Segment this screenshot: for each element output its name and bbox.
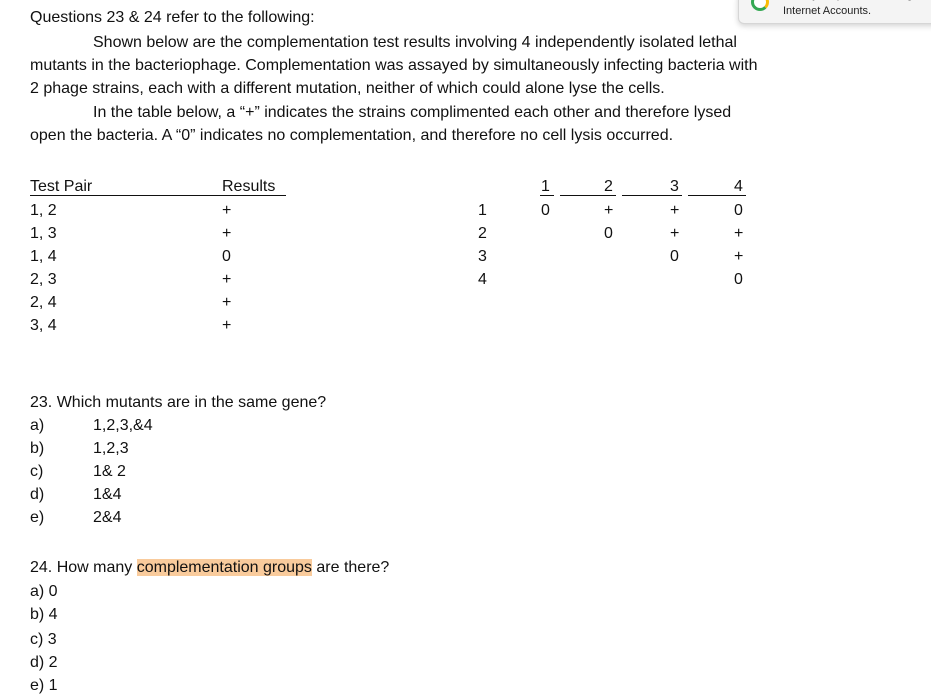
q24-suffix: are there? — [311, 559, 390, 576]
q24-option: d) 2 — [30, 654, 58, 671]
matrix-cell: 0 — [541, 202, 550, 219]
matrix-header-underline — [560, 195, 616, 196]
table-row-pair: 2, 3 — [30, 271, 57, 288]
table-row-result: + — [222, 202, 232, 219]
question-header: Questions 23 & 24 refer to the following: — [30, 9, 315, 26]
notification-banner[interactable] — [738, 0, 931, 24]
matrix-row-header: 2 — [478, 225, 487, 242]
matrix-cell: 0 — [734, 202, 743, 219]
matrix-header-underline — [622, 195, 682, 196]
notification-subtitle: Internet Accounts. — [783, 5, 872, 17]
intro-p2-line1: In the table below, a “+” indicates the strains complimented each other and therefore lysed — [93, 104, 732, 121]
matrix-cell: 0 — [604, 225, 613, 242]
matrix-row-header: 4 — [478, 271, 487, 288]
table-row-pair: 1, 3 — [30, 225, 57, 242]
q24-prefix: 24. How many — [30, 559, 137, 576]
q23-option-text: 1&4 — [93, 486, 122, 503]
q24-option: b) 4 — [30, 606, 58, 623]
notification-title — [783, 0, 921, 1]
intro-p1-line2: mutants in the bacteriophage. Complementation was assayed by simultaneously infecting bacteria with — [30, 57, 758, 74]
table-row-result: + — [222, 294, 232, 311]
matrix-cell: 0 — [670, 248, 679, 265]
q23-option-letter: e) — [30, 509, 45, 526]
pair-table-header-underline — [30, 195, 286, 196]
password-app-icon — [751, 0, 769, 11]
q24-option: c) 3 — [30, 631, 57, 648]
q23-option-letter: a) — [30, 417, 45, 434]
q24-option: a) 0 — [30, 583, 58, 600]
q23-option-text: 1,2,3 — [93, 440, 129, 457]
table-row-pair: 2, 4 — [30, 294, 57, 311]
q24-option: e) 1 — [30, 677, 58, 694]
matrix-row-header: 3 — [478, 248, 487, 265]
table-row-pair: 3, 4 — [30, 317, 57, 334]
intro-p2-line2: open the bacteria. A “0” indicates no complementation, and therefore no cell lysis occurred. — [30, 127, 674, 144]
matrix-row-header: 1 — [478, 202, 487, 219]
matrix-cell: + — [604, 202, 614, 219]
table-row-result: + — [222, 317, 232, 334]
q23-option-text: 1& 2 — [93, 463, 126, 480]
q23-option-letter: c) — [30, 463, 44, 480]
intro-p1-line1: Shown below are the complementation test results involving 4 independently isolated lethal — [93, 34, 737, 51]
intro-p1-line3: 2 phage strains, each with a different mutation, neither of which could alone lyse the cells. — [30, 80, 665, 97]
table-row-result: 0 — [222, 248, 231, 265]
q23-option-text: 1,2,3,&4 — [93, 417, 153, 434]
matrix-col-header: 4 — [734, 178, 743, 195]
pair-table-header-results: Results — [222, 178, 276, 195]
q24-question — [30, 558, 389, 578]
q24-highlighted-term: complementation groups — [136, 559, 312, 576]
q23-option-letter: b) — [30, 440, 45, 457]
q23-question: 23. Which mutants are in the same gene? — [30, 394, 327, 411]
q23-option-text: 2&4 — [93, 509, 122, 526]
table-row-pair: 1, 4 — [30, 248, 57, 265]
matrix-col-header: 1 — [541, 178, 550, 195]
matrix-cell: + — [670, 202, 680, 219]
pair-table-header-testpair: Test Pair — [30, 178, 93, 195]
matrix-cell: + — [734, 248, 744, 265]
matrix-cell: + — [670, 225, 680, 242]
table-row-result: + — [222, 271, 232, 288]
q23-option-letter: d) — [30, 486, 45, 503]
matrix-header-underline — [540, 195, 554, 196]
matrix-cell: 0 — [734, 271, 743, 288]
matrix-cell: + — [734, 225, 744, 242]
table-row-pair: 1, 2 — [30, 202, 57, 219]
matrix-col-header: 3 — [670, 178, 679, 195]
matrix-header-underline — [688, 195, 746, 196]
table-row-result: + — [222, 225, 232, 242]
matrix-col-header: 2 — [604, 178, 613, 195]
